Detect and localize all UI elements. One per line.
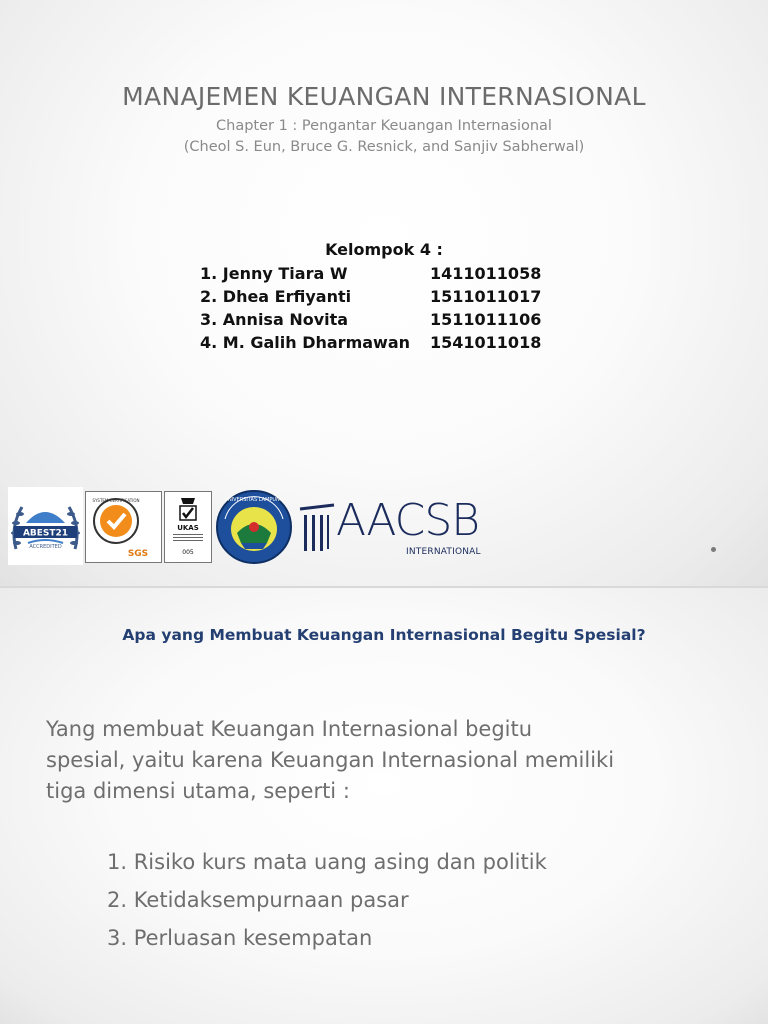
unila-logo [215, 489, 293, 565]
abest21-logo [8, 487, 83, 565]
ukas-text: UKAS [177, 524, 199, 532]
member-row [200, 310, 541, 333]
svg-text:UNIVERSITAS LAMPUNG: UNIVERSITAS LAMPUNG [224, 497, 284, 503]
paragraph-line: spesial, yaitu karena Keuangan Internasional memiliki [46, 748, 615, 772]
member-name: 2. Dhea Erfiyanti [200, 287, 352, 306]
sgs-certification-logo [85, 491, 162, 563]
paragraph-line: tiga dimensi utama, seperti : [46, 779, 350, 803]
member-id: 1511011017 [430, 287, 542, 306]
dimension-list [107, 850, 547, 964]
member-name: 4. M. Galih Dharmawan [200, 333, 411, 352]
list-item: 2. Ketidaksempurnaan pasar [107, 888, 409, 912]
slide-title: MANAJEMEN KEUANGAN INTERNASIONAL [122, 82, 646, 111]
sgs-text: SGS [127, 549, 149, 559]
member-row [200, 333, 541, 356]
slide-2 [0, 588, 768, 1024]
member-id: 1511011106 [430, 310, 542, 329]
member-name: 3. Annisa Novita [200, 310, 349, 329]
aacsb-logo [298, 495, 481, 561]
accredited-text: ACCREDITED [29, 544, 62, 550]
member-id: 1541011018 [430, 333, 542, 352]
paragraph-line: Yang membuat Keuangan Internasional begitu [46, 717, 533, 741]
chapter-subtitle: Chapter 1 : Pengantar Keuangan Internasional [216, 118, 552, 134]
ukas-logo [164, 491, 212, 563]
intro-paragraph [46, 714, 746, 807]
member-list [200, 264, 541, 356]
member-row [200, 287, 541, 310]
list-item: 3. Perluasan kesempatan [107, 926, 373, 950]
authors-subtitle: (Cheol S. Eun, Bruce G. Resnick, and Sanjiv Sabherwal) [183, 139, 585, 155]
list-item: 1. Risiko kurs mata uang asing dan politik [107, 850, 547, 874]
group-heading: Kelompok 4 : [325, 240, 443, 259]
slide-heading: Apa yang Membuat Keuangan Internasional Begitu Spesial? [122, 626, 646, 644]
svg-text:SYSTEM CERTIFICATION: SYSTEM CERTIFICATION [92, 498, 140, 503]
abest21-text: ABEST21 [22, 528, 69, 539]
member-row [200, 264, 541, 287]
ukas-number: 005 [182, 549, 194, 556]
aacsb-international-text: INTERNATIONAL [406, 547, 481, 557]
aacsb-text: AACSB [336, 495, 480, 546]
member-name: 1. Jenny Tiara W [200, 264, 348, 283]
slide-dot-marker [711, 547, 716, 552]
member-id: 1411011058 [430, 264, 542, 283]
